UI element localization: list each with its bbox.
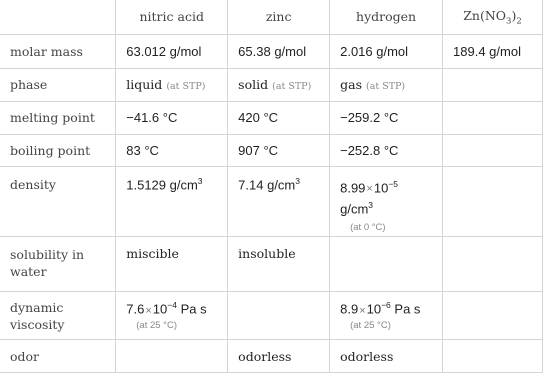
cell-solubility-zinc: insoluble — [228, 237, 330, 292]
cell-phase-nitric-acid — [116, 68, 228, 101]
cell-viscosity-hydrogen — [330, 292, 443, 340]
phase-value: solid — [238, 77, 269, 92]
cell-viscosity-zinc-nitrate — [443, 292, 543, 340]
density-base: 10 — [373, 179, 389, 195]
cell-phase-zinc — [228, 68, 330, 101]
phase-note: (at STP) — [272, 81, 312, 92]
table-row-molar-mass — [0, 34, 543, 68]
viscosity-note: (at 25 °C) — [136, 319, 178, 331]
header-zinc-nitrate — [443, 0, 543, 34]
viscosity-power: −6 — [381, 300, 391, 311]
cell-density-zinc — [228, 166, 330, 237]
viscosity-mantissa: 7.6 — [126, 301, 145, 317]
density-exponent: 3 — [295, 175, 300, 186]
formula-sub-3: 3 — [506, 16, 512, 26]
table-row-odor — [0, 340, 543, 373]
cell-melting-point-zinc-nitrate — [443, 101, 543, 134]
header-zinc: zinc — [228, 0, 330, 34]
formula-base: Zn(NO — [463, 7, 507, 23]
viscosity-unit: Pa s — [180, 301, 207, 317]
table-row-solubility — [0, 237, 543, 292]
viscosity-base: 10 — [152, 301, 168, 317]
cell-viscosity-zinc — [228, 292, 330, 340]
row-label-molar-mass: molar mass — [0, 34, 116, 68]
row-label-boiling-point: boiling point — [0, 134, 116, 166]
phase-note: (at STP) — [166, 81, 206, 92]
cell-molar-mass-zinc-nitrate: 189.4 g/mol — [443, 34, 543, 68]
viscosity-power: −4 — [167, 300, 177, 311]
cell-boiling-point-zinc: 907 °C — [228, 134, 330, 166]
density-unit-exponent: 3 — [368, 199, 374, 210]
viscosity-unit: Pa s — [394, 301, 421, 317]
cell-odor-zinc-nitrate — [443, 340, 543, 373]
row-label-density: density — [0, 166, 116, 237]
row-label-melting-point: melting point — [0, 101, 116, 134]
row-label-viscosity: dynamic viscosity — [0, 292, 116, 340]
cell-phase-hydrogen — [330, 68, 443, 101]
viscosity-note: (at 25 °C) — [350, 319, 391, 331]
density-note: (at 0 °C) — [350, 222, 386, 234]
table-row-viscosity — [0, 292, 543, 340]
cell-odor-zinc: odorless — [228, 340, 330, 373]
cell-density-hydrogen — [330, 166, 443, 237]
cell-odor-nitric-acid — [116, 340, 228, 373]
times-sign: × — [359, 304, 366, 317]
viscosity-mantissa: 8.9 — [340, 301, 359, 317]
cell-odor-hydrogen: odorless — [330, 340, 443, 373]
cell-boiling-point-hydrogen: −252.8 °C — [330, 134, 443, 166]
density-power: −5 — [388, 178, 399, 189]
cell-boiling-point-nitric-acid: 83 °C — [116, 134, 228, 166]
row-label-solubility: solubility in water — [0, 237, 116, 292]
header-row — [0, 0, 543, 34]
table-row-density — [0, 166, 543, 237]
cell-solubility-zinc-nitrate — [443, 237, 543, 292]
cell-boiling-point-zinc-nitrate — [443, 134, 543, 166]
viscosity-base: 10 — [366, 301, 382, 317]
header-empty-cell — [0, 0, 116, 34]
table-row-melting-point — [0, 101, 543, 134]
cell-melting-point-zinc: 420 °C — [228, 101, 330, 134]
table-row-phase — [0, 68, 543, 101]
formula-sub-2: 2 — [516, 16, 522, 26]
phase-value: gas — [340, 77, 362, 92]
cell-melting-point-nitric-acid: −41.6 °C — [116, 101, 228, 134]
phase-note: (at STP) — [365, 81, 406, 92]
cell-solubility-nitric-acid: miscible — [116, 237, 228, 292]
cell-viscosity-nitric-acid — [116, 292, 228, 340]
cell-phase-zinc-nitrate — [443, 68, 543, 101]
cell-melting-point-hydrogen: −259.2 °C — [330, 101, 443, 134]
phase-value: liquid — [126, 77, 163, 92]
times-sign: × — [366, 182, 373, 195]
formula-close: ) — [511, 7, 517, 23]
density-value: 7.14 g/cm — [238, 176, 296, 192]
cell-molar-mass-zinc: 65.38 g/mol — [228, 34, 330, 68]
table-row-boiling-point — [0, 134, 543, 166]
cell-density-nitric-acid — [116, 166, 228, 237]
density-mantissa: 8.99 — [340, 179, 366, 195]
cell-molar-mass-hydrogen: 2.016 g/mol — [330, 34, 443, 68]
times-sign: × — [145, 304, 152, 317]
density-unit: g/cm — [340, 201, 369, 217]
cell-density-zinc-nitrate — [443, 166, 543, 237]
header-nitric-acid: nitric acid — [116, 0, 228, 34]
density-exponent: 3 — [197, 175, 203, 186]
cell-molar-mass-nitric-acid: 63.012 g/mol — [116, 34, 228, 68]
row-label-odor: odor — [0, 340, 116, 373]
header-hydrogen: hydrogen — [330, 0, 443, 34]
density-value: 1.5129 g/cm — [126, 176, 198, 192]
cell-solubility-hydrogen — [330, 237, 443, 292]
row-label-phase: phase — [0, 68, 116, 101]
